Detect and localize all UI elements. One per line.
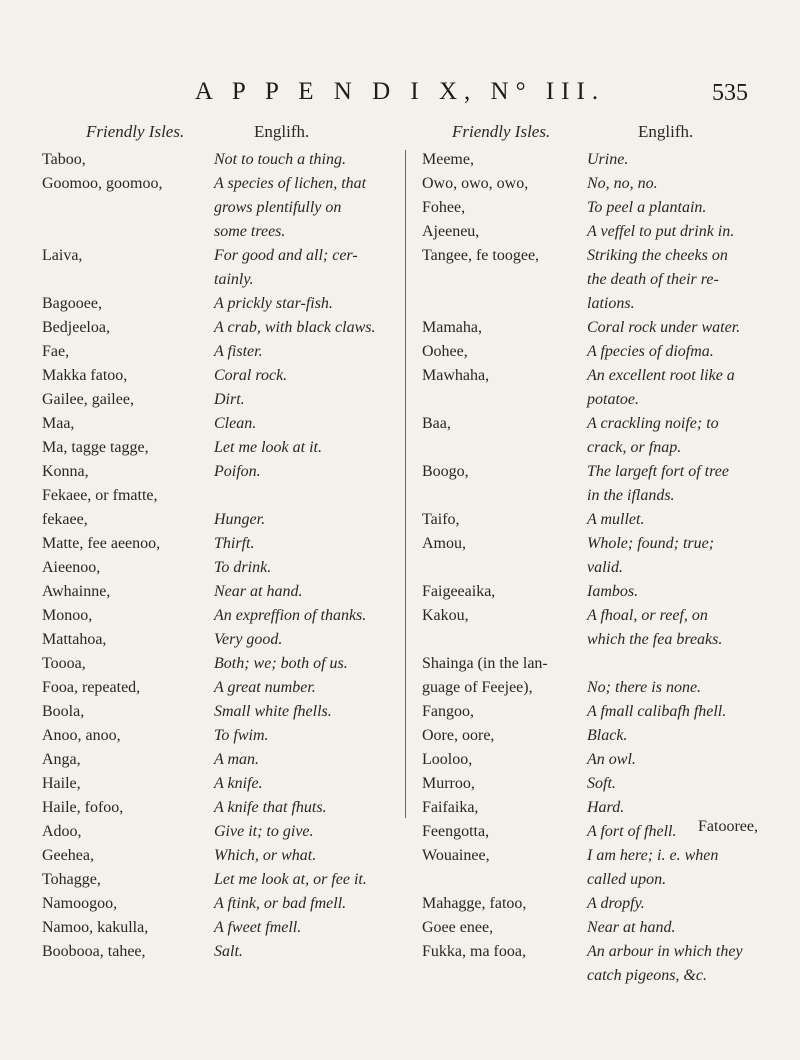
vocabulary-row xyxy=(42,388,402,412)
native-term: Fooa, repeated, xyxy=(42,679,141,696)
native-term: Laiva, xyxy=(42,247,83,264)
vocabulary-row xyxy=(42,724,402,748)
native-term: Namoogoo, xyxy=(42,895,118,912)
native-term: Feengotta, xyxy=(422,823,490,840)
native-term: Bagooee, xyxy=(42,295,102,312)
native-term: Matte, fee aeenoo, xyxy=(42,535,161,552)
vocabulary-row xyxy=(422,412,782,436)
native-term: Maa, xyxy=(42,415,75,432)
native-term: Shainga (in the lan- xyxy=(422,655,548,672)
english-gloss: A fister. xyxy=(214,343,263,360)
english-gloss: Near at hand. xyxy=(587,919,676,936)
vocabulary-row xyxy=(42,268,402,292)
english-gloss: Give it; to give. xyxy=(214,823,314,840)
vocabulary-row xyxy=(42,628,402,652)
english-gloss: A man. xyxy=(214,751,260,768)
vocabulary-row xyxy=(422,676,782,700)
english-gloss: A ftink, or bad fmell. xyxy=(214,895,347,912)
vocabulary-row xyxy=(42,604,402,628)
english-gloss: A fmall calibafh fhell. xyxy=(587,703,727,720)
vocabulary-row xyxy=(422,844,782,868)
left-gloss-heading: Englifh. xyxy=(254,122,310,141)
vocabulary-row xyxy=(42,556,402,580)
native-term: Gailee, gailee, xyxy=(42,391,134,408)
native-term: Fekaee, or fmatte, xyxy=(42,487,158,504)
native-term: Haile, xyxy=(42,775,81,792)
vocabulary-row xyxy=(42,508,402,532)
vocabulary-row xyxy=(42,772,402,796)
native-term: Anoo, anoo, xyxy=(42,727,121,744)
vocabulary-row xyxy=(42,796,402,820)
catchword: Fatooree, xyxy=(698,818,758,835)
native-term: Konna, xyxy=(42,463,89,480)
vocabulary-row xyxy=(422,460,782,484)
english-gloss: An excellent root like a xyxy=(587,367,735,384)
english-gloss: in the iflands. xyxy=(587,487,675,504)
english-gloss: Coral rock under water. xyxy=(587,319,741,336)
native-term: Boobooa, tahee, xyxy=(42,943,146,960)
english-gloss: Very good. xyxy=(214,631,283,648)
vocabulary-row xyxy=(422,868,782,892)
english-gloss: Salt. xyxy=(214,943,243,960)
native-term: Mahagge, fatoo, xyxy=(422,895,527,912)
english-gloss: A knife that fhuts. xyxy=(214,799,327,816)
right-gloss-heading: Englifh. xyxy=(638,122,694,141)
native-term: Fangoo, xyxy=(422,703,474,720)
vocabulary-row xyxy=(422,484,782,508)
vocabulary-row xyxy=(42,700,402,724)
vocabulary-row xyxy=(422,340,782,364)
native-term: Mattahoa, xyxy=(42,631,107,648)
vocabulary-row xyxy=(422,916,782,940)
vocabulary-row xyxy=(422,652,782,676)
native-term: Meeme, xyxy=(422,151,474,168)
vocabulary-row xyxy=(42,244,402,268)
right-vocabulary-column xyxy=(422,148,782,988)
native-term: Goee enee, xyxy=(422,919,494,936)
vocabulary-row xyxy=(422,316,782,340)
native-term: Baa, xyxy=(422,415,451,432)
left-vocabulary-column xyxy=(42,148,402,964)
english-gloss: Poifon. xyxy=(214,463,261,480)
native-term: Faifaika, xyxy=(422,799,479,816)
english-gloss: Both; we; both of us. xyxy=(214,655,348,672)
native-term: Amou, xyxy=(422,535,466,552)
vocabulary-row xyxy=(422,796,782,820)
vocabulary-row xyxy=(422,436,782,460)
english-gloss: A species of lichen, that xyxy=(214,175,367,192)
english-gloss: some trees. xyxy=(214,223,286,240)
column-divider xyxy=(405,150,406,818)
vocabulary-row xyxy=(422,244,782,268)
native-term: Haile, fofoo, xyxy=(42,799,124,816)
vocabulary-row xyxy=(42,148,402,172)
english-gloss: Clean. xyxy=(214,415,257,432)
vocabulary-row xyxy=(422,148,782,172)
vocabulary-row xyxy=(42,340,402,364)
native-term: Wouainee, xyxy=(422,847,490,864)
vocabulary-row xyxy=(422,196,782,220)
native-term: Kakou, xyxy=(422,607,469,624)
native-term: Boola, xyxy=(42,703,85,720)
native-term: Fukka, ma fooa, xyxy=(422,943,526,960)
vocabulary-row xyxy=(422,508,782,532)
english-gloss: No, no, no. xyxy=(587,175,658,192)
english-gloss: To peel a plantain. xyxy=(587,199,707,216)
english-gloss: the death of their re- xyxy=(587,271,719,288)
vocabulary-row xyxy=(422,556,782,580)
native-term: Faigeeaika, xyxy=(422,583,496,600)
english-gloss: A dropfy. xyxy=(587,895,645,912)
vocabulary-row xyxy=(42,916,402,940)
english-gloss: A prickly star-fish. xyxy=(214,295,333,312)
vocabulary-row xyxy=(422,892,782,916)
native-term: Makka fatoo, xyxy=(42,367,128,384)
native-term: Mawhaha, xyxy=(422,367,490,384)
english-gloss: crack, or fnap. xyxy=(587,439,682,456)
native-term: Aieenoo, xyxy=(42,559,101,576)
native-term: Taifo, xyxy=(422,511,460,528)
right-term-heading: Friendly Isles. xyxy=(452,122,551,141)
vocabulary-row xyxy=(42,844,402,868)
native-term: Oohee, xyxy=(422,343,468,360)
english-gloss: A mullet. xyxy=(587,511,645,528)
english-gloss: To fwim. xyxy=(214,727,269,744)
native-term: Taboo, xyxy=(42,151,86,168)
english-gloss: The largeft fort of tree xyxy=(587,463,729,480)
english-gloss: A fort of fhell. xyxy=(587,823,677,840)
vocabulary-row xyxy=(422,724,782,748)
english-gloss: called upon. xyxy=(587,871,667,888)
native-term: Murroo, xyxy=(422,775,475,792)
vocabulary-row xyxy=(422,772,782,796)
left-term-heading: Friendly Isles. xyxy=(86,122,185,141)
vocabulary-row xyxy=(42,532,402,556)
english-gloss: An arbour in which they xyxy=(587,943,743,960)
english-gloss: tainly. xyxy=(214,271,254,288)
native-term: Anga, xyxy=(42,751,81,768)
english-gloss: A fweet fmell. xyxy=(214,919,302,936)
english-gloss: No; there is none. xyxy=(587,679,702,696)
native-term: Boogo, xyxy=(422,463,469,480)
english-gloss: lations. xyxy=(587,295,635,312)
vocabulary-row xyxy=(422,700,782,724)
english-gloss: Hard. xyxy=(587,799,625,816)
english-gloss: I am here; i. e. when xyxy=(587,847,719,864)
vocabulary-row xyxy=(422,172,782,196)
native-term: Ajeeneu, xyxy=(422,223,480,240)
running-title: A P P E N D I X, N° III. xyxy=(194,78,606,105)
english-gloss: Near at hand. xyxy=(214,583,303,600)
english-gloss: Whole; found; true; xyxy=(587,535,715,552)
native-term: Oore, oore, xyxy=(422,727,495,744)
native-term: fekaee, xyxy=(42,511,88,528)
native-term: guage of Feejee), xyxy=(422,679,533,696)
vocabulary-row xyxy=(422,532,782,556)
english-gloss: A fpecies of diofma. xyxy=(587,343,714,360)
page-number: 535 xyxy=(712,80,748,106)
native-term: Looloo, xyxy=(422,751,473,768)
native-term: Mamaha, xyxy=(422,319,482,336)
english-gloss: which the fea breaks. xyxy=(587,631,723,648)
english-gloss: grows plentifully on xyxy=(214,199,342,216)
english-gloss: Dirt. xyxy=(214,391,245,408)
english-gloss: Iambos. xyxy=(587,583,639,600)
vocabulary-row xyxy=(42,820,402,844)
native-term: Monoo, xyxy=(42,607,93,624)
vocabulary-row xyxy=(42,196,402,220)
vocabulary-row xyxy=(42,412,402,436)
vocabulary-row xyxy=(42,316,402,340)
vocabulary-row xyxy=(42,436,402,460)
vocabulary-row xyxy=(422,580,782,604)
vocabulary-row xyxy=(42,292,402,316)
native-term: Tangee, fe toogee, xyxy=(422,247,540,264)
english-gloss: Hunger. xyxy=(214,511,266,528)
english-gloss: An owl. xyxy=(587,751,636,768)
vocabulary-row xyxy=(422,628,782,652)
english-gloss: catch pigeons, &c. xyxy=(587,967,707,984)
english-gloss: Striking the cheeks on xyxy=(587,247,728,264)
english-gloss: A veffel to put drink in. xyxy=(587,223,735,240)
vocabulary-row xyxy=(42,484,402,508)
english-gloss: Small white fhells. xyxy=(214,703,332,720)
english-gloss: Black. xyxy=(587,727,628,744)
english-gloss: Coral rock. xyxy=(214,367,288,384)
native-term: Toooa, xyxy=(42,655,86,672)
english-gloss: Soft. xyxy=(587,775,616,792)
english-gloss: Thirft. xyxy=(214,535,255,552)
vocabulary-row xyxy=(42,652,402,676)
native-term: Bedjeeloa, xyxy=(42,319,110,336)
english-gloss: Which, or what. xyxy=(214,847,317,864)
vocabulary-row xyxy=(42,220,402,244)
vocabulary-row xyxy=(422,292,782,316)
english-gloss: Not to touch a thing. xyxy=(214,151,346,168)
vocabulary-row xyxy=(422,964,782,988)
english-gloss: To drink. xyxy=(214,559,272,576)
vocabulary-row xyxy=(42,364,402,388)
native-term: Fohee, xyxy=(422,199,466,216)
native-term: Goomoo, goomoo, xyxy=(42,175,163,192)
native-term: Owo, owo, owo, xyxy=(422,175,529,192)
english-gloss: For good and all; cer- xyxy=(214,247,358,264)
english-gloss: valid. xyxy=(587,559,623,576)
vocabulary-row xyxy=(422,364,782,388)
native-term: Ma, tagge tagge, xyxy=(42,439,149,456)
vocabulary-row xyxy=(422,748,782,772)
vocabulary-row xyxy=(422,940,782,964)
english-gloss: A crab, with black claws. xyxy=(214,319,376,336)
vocabulary-row xyxy=(42,892,402,916)
english-gloss: A knife. xyxy=(214,775,263,792)
english-gloss: A fhoal, or reef, on xyxy=(587,607,708,624)
vocabulary-row xyxy=(422,268,782,292)
native-term: Geehea, xyxy=(42,847,94,864)
english-gloss: Urine. xyxy=(587,151,629,168)
native-term: Tohagge, xyxy=(42,871,101,888)
english-gloss: Let me look at, or fee it. xyxy=(214,871,367,888)
english-gloss: Let me look at it. xyxy=(214,439,322,456)
vocabulary-row xyxy=(42,868,402,892)
english-gloss: potatoe. xyxy=(587,391,639,408)
english-gloss: A great number. xyxy=(214,679,316,696)
english-gloss: An expreffion of thanks. xyxy=(214,607,367,624)
vocabulary-row xyxy=(42,580,402,604)
vocabulary-row xyxy=(42,676,402,700)
native-term: Fae, xyxy=(42,343,70,360)
vocabulary-row xyxy=(422,604,782,628)
english-gloss: A crackling noife; to xyxy=(587,415,719,432)
native-term: Namoo, kakulla, xyxy=(42,919,149,936)
native-term: Awhainne, xyxy=(42,583,111,600)
vocabulary-row xyxy=(42,748,402,772)
vocabulary-row xyxy=(42,460,402,484)
vocabulary-row xyxy=(422,220,782,244)
native-term: Adoo, xyxy=(42,823,82,840)
vocabulary-row xyxy=(42,940,402,964)
vocabulary-row xyxy=(42,172,402,196)
vocabulary-row xyxy=(422,388,782,412)
